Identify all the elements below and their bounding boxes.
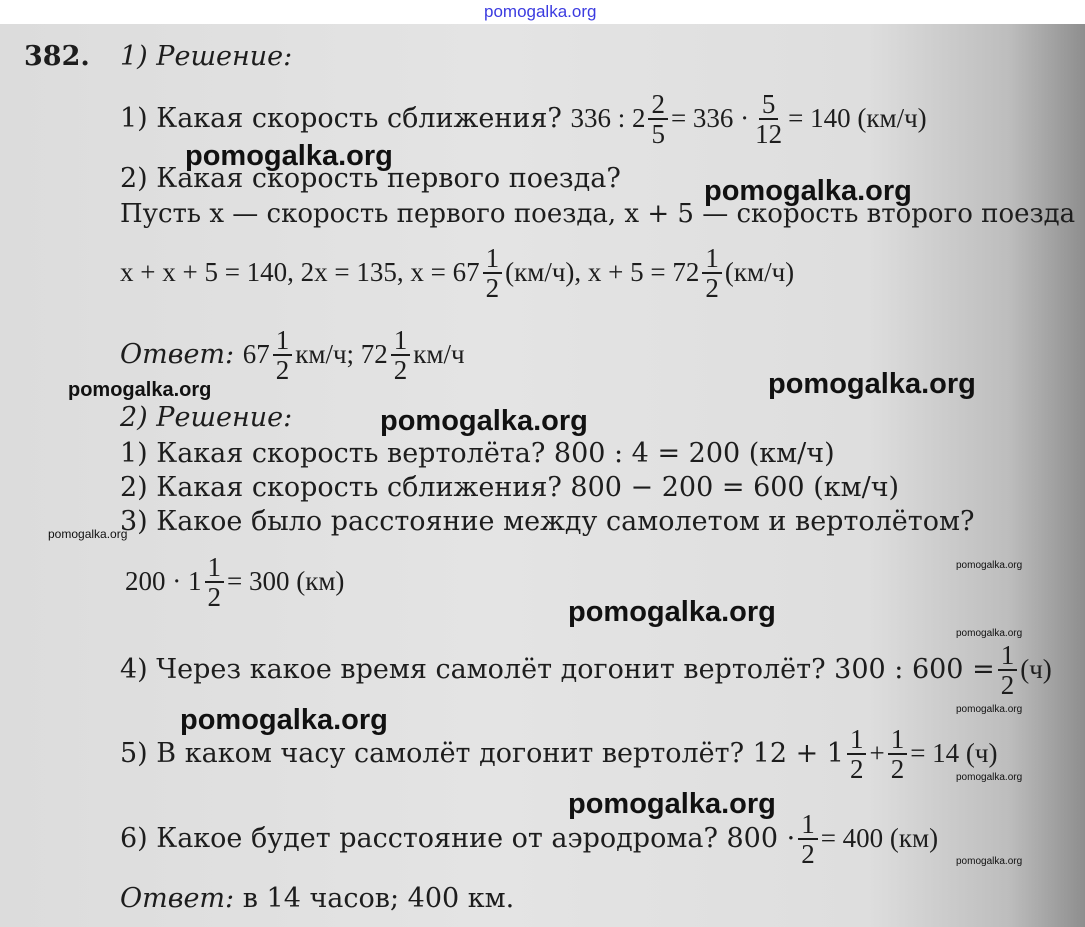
part2-step3-expr: 200 · 1 $\frac{1}{2}$ = 300 (км): [125, 552, 345, 613]
part1-step2: 2) Какая скорость первого поезда?: [120, 163, 621, 194]
watermark: pomogalka.org: [380, 405, 588, 437]
step1-question: 1) Какая скорость сближения?: [120, 102, 571, 134]
watermark: pomogalka.org: [48, 527, 128, 541]
watermark: pomogalka.org: [956, 628, 1023, 639]
answer-label: Ответ:: [120, 338, 235, 370]
answer-label: Ответ:: [120, 883, 235, 914]
step1-fraction-2: $\frac{5}{12}$: [755, 89, 783, 150]
watermark: pomogalka.org: [568, 788, 776, 820]
watermark: pomogalka.org: [956, 560, 1023, 571]
part2-answer: Ответ: в 14 часов; 400 км.: [120, 883, 515, 914]
watermark: pomogalka.org: [768, 368, 976, 400]
part2-step4: 4) Через какое время самолёт догонит вертолёт? 300 : 600 = $\frac{1}{2}$ (ч): [120, 640, 1052, 701]
watermark: pomogalka.org: [180, 704, 388, 736]
part1-equation: x + x + 5 = 140, 2x = 135, x = 67 $\frac{1}{2}$ (км/ч), x + 5 = 72 $\frac{1}{2}$ (км/ч): [120, 243, 795, 304]
part2-step5: 5) В каком часу самолёт догонит вертолёт? 12 + 1 $\frac{1}{2}$ + $\frac{1}{2}$ = 14 (ч): [120, 724, 998, 785]
watermark: pomogalka.org: [568, 596, 776, 628]
part1-let: Пусть x — скорость первого поезда, x + 5 — скорость второго поезда: [120, 199, 1076, 229]
step6-fraction: $\frac{1}{2}$: [798, 810, 818, 869]
watermark: pomogalka.org: [956, 704, 1023, 715]
watermark: pomogalka.org: [704, 175, 912, 207]
eq-fraction-1: $\frac{1}{2}$: [483, 244, 503, 303]
part1-heading: 1) Решение:: [120, 41, 293, 72]
eq-fraction-2: $\frac{1}{2}$: [702, 244, 722, 303]
part1-answer: Ответ: 67 $\frac{1}{2}$ км/ч; 72 $\frac{1}{2}$ км/ч: [120, 325, 465, 386]
step4-fraction: $\frac{1}{2}$: [998, 641, 1018, 700]
step1-expr-a: 336 : 2: [570, 102, 646, 133]
part2-step1: 1) Какая скорость вертолёта? 800 : 4 = 200 (км/ч): [120, 438, 835, 469]
problem-number: 382.: [24, 41, 90, 72]
step1-fraction-1: $\frac{2}{5}$: [648, 90, 668, 149]
watermark: pomogalka.org: [956, 772, 1023, 783]
watermark: pomogalka.org: [956, 856, 1023, 867]
part2-step6: 6) Какое будет расстояние от аэродрома? 800 · $\frac{1}{2}$ = 400 (км): [120, 809, 939, 870]
site-link[interactable]: pomogalka.org: [484, 2, 597, 21]
step3-fraction: $\frac{1}{2}$: [205, 553, 225, 612]
step5-fraction-1: $\frac{1}{2}$: [847, 725, 867, 784]
answer-fraction-2: $\frac{1}{2}$: [391, 326, 411, 385]
part2-heading: 2) Решение:: [120, 402, 293, 433]
part2-step2: 2) Какая скорость сближения? 800 − 200 = 600 (км/ч): [120, 472, 900, 503]
step1-result: = 140 (км/ч): [788, 102, 927, 133]
watermark: pomogalka.org: [68, 379, 212, 401]
part2-step3: 3) Какое было расстояние между самолетом и вертолётом?: [120, 506, 975, 537]
step1-expr-b: = 336 ·: [670, 102, 750, 133]
answer-fraction-1: $\frac{1}{2}$: [273, 326, 293, 385]
step5-fraction-2: $\frac{1}{2}$: [888, 725, 908, 784]
watermark: pomogalka.org: [185, 140, 393, 172]
